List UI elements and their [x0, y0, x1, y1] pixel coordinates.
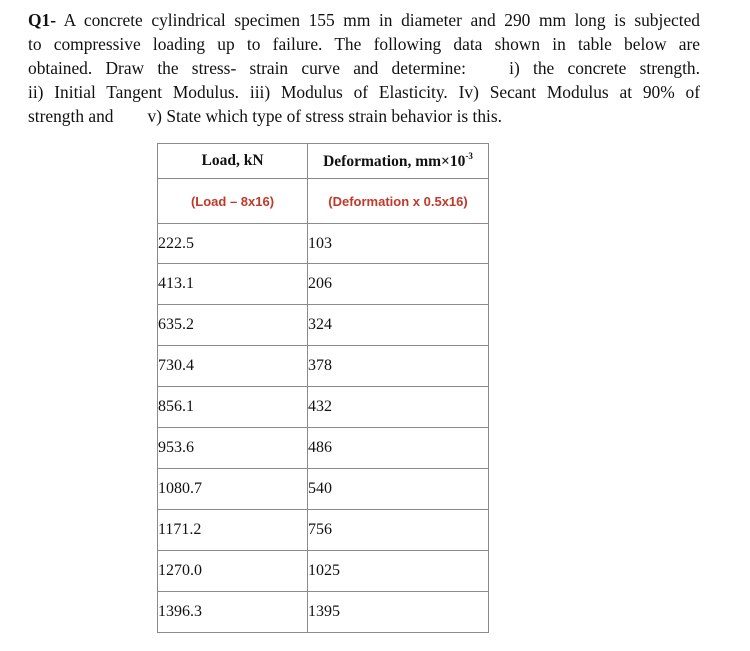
load-cell: 1080.7 [158, 469, 308, 510]
load-cell: 1270.0 [158, 551, 308, 592]
table-row [158, 510, 489, 551]
question-line-1: Q1- A concrete cylindrical specimen 155 mm in diameter and 290 mm long is subjected [28, 10, 701, 30]
load-cell: 953.6 [158, 428, 308, 469]
table-row [158, 346, 489, 387]
deformation-cell: 1395 [308, 592, 489, 633]
load-cell: 730.4 [158, 346, 308, 387]
question-line-4 [28, 80, 700, 104]
table-row [158, 592, 489, 633]
task-modulus-of-elasticity: iii) Modulus of Elasticity. [249, 82, 448, 102]
deformation-cell: 324 [308, 305, 489, 346]
deformation-cell: 103 [308, 224, 489, 264]
header-row [158, 144, 489, 179]
table-row [158, 264, 489, 305]
load-cell: 222.5 [158, 224, 308, 264]
load-cell: 1171.2 [158, 510, 308, 551]
deformation-cell: 540 [308, 469, 489, 510]
table-row [158, 224, 489, 264]
load-cell: 635.2 [158, 305, 308, 346]
task-initial-tangent-modulus: ii) Initial Tangent Modulus. [28, 82, 240, 102]
load-cell: 1396.3 [158, 592, 308, 633]
question-line-3: obtained. Draw the stress- strain curve and determine: i) the concrete strength. [28, 58, 700, 78]
load-cell: 413.1 [158, 264, 308, 305]
table-row [158, 469, 489, 510]
table-body [158, 224, 489, 633]
deformation-cell: 378 [308, 346, 489, 387]
deformation-cell: 486 [308, 428, 489, 469]
data-table [157, 143, 489, 633]
deformation-cell: 432 [308, 387, 489, 428]
question-line-5: strength and v) State which type of stress strain behavior is this. [28, 106, 502, 126]
task-concrete-strength: i) the concrete strength. [509, 58, 700, 78]
task-secant-modulus: Iv) Secant Modulus at 90% of [458, 82, 701, 102]
subheader-row [158, 179, 489, 224]
deformation-cell: 1025 [308, 551, 489, 592]
deformation-cell: 756 [308, 510, 489, 551]
task-behavior-type: v) State which type of stress strain behavior is this. [147, 106, 502, 126]
header-deformation-exponent: -3 [465, 151, 473, 161]
header-deformation: Deformation, $mm\times 10^{-3}$ [308, 144, 489, 179]
header-load: Load, kN [158, 144, 308, 179]
subheader-load: (Load – 8x16) [158, 179, 308, 224]
table-row [158, 428, 489, 469]
question-line-2: to compressive loading up to failure. The following data shown in table below are [28, 34, 700, 54]
question-text [28, 8, 700, 128]
deformation-cell: 206 [308, 264, 489, 305]
table-row [158, 387, 489, 428]
load-cell: 856.1 [158, 387, 308, 428]
table-row [158, 305, 489, 346]
question-number: Q1- [28, 10, 57, 30]
subheader-deformation: (Deformation x 0.5x16) [308, 179, 489, 224]
table-row [158, 551, 489, 592]
